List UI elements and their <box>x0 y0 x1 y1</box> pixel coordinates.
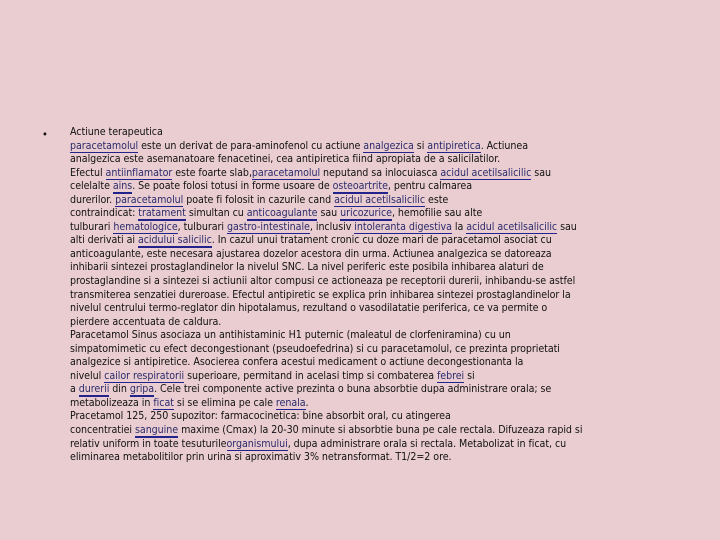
text-segment: Pracetamol 125, 250 supozitor: farmacocinetica: bine absorbit oral, cu atingerea <box>70 410 451 423</box>
text-segment: maxime (Cmax) la 20-30 minute si absorbtie buna pe cale rectala. Difuzeaza rapid si <box>178 424 583 437</box>
hyperlink[interactable]: paracetamolul <box>70 139 139 152</box>
text-line <box>70 410 710 424</box>
text-segment: simpatomimetic cu efect decongestionant (pseudoefedrina) si cu paracetamolul, ce prezinta proprietati <box>70 342 560 355</box>
hyperlink[interactable]: acidul acetilsalicilic <box>440 166 532 179</box>
text-segment: . Se poate folosi totusi in forme usoare de <box>132 180 333 193</box>
text-segment: simultan cu <box>185 207 247 220</box>
text-segment: este foarte slab, <box>172 166 252 179</box>
text-segment: sau <box>531 166 551 179</box>
text-segment: din <box>109 383 130 396</box>
text-segment: si <box>464 369 475 382</box>
text-segment: superioare, permitand in acelasi timp si combaterea <box>184 369 437 382</box>
text-segment: este <box>425 193 449 206</box>
hyperlink[interactable]: intoleranta digestiva <box>354 220 452 233</box>
text-line <box>70 289 710 303</box>
text-segment: pierdere accentuata de caldura. <box>70 315 222 328</box>
hyperlink[interactable]: ains <box>112 180 133 193</box>
hyperlink[interactable]: acidului salicilic <box>137 234 212 247</box>
text-segment: . <box>305 396 309 409</box>
text-segment: Actiune terapeutica <box>70 126 163 138</box>
text-segment: sau <box>557 220 577 233</box>
text-segment: inhibarii sintezei prostaglandinelor la nivelul SNC. La nivel periferic este posibila inhibarea alaturi de <box>70 261 544 274</box>
hyperlink[interactable]: gripa <box>129 383 155 396</box>
text-line <box>70 194 710 208</box>
text-line <box>70 343 710 357</box>
text-segment: durerilor. <box>70 193 116 206</box>
text-line <box>70 261 710 275</box>
text-segment: relativ uniform in toate tesuturile <box>70 437 227 450</box>
hyperlink[interactable]: renala <box>275 396 306 409</box>
text-line <box>70 451 710 465</box>
hyperlink[interactable]: uricozurice <box>340 207 392 220</box>
hyperlink[interactable]: paracetamolul <box>251 166 321 179</box>
text-segment: poate fi folosit in cazurile cand <box>183 193 335 206</box>
text-segment: celelalte <box>70 180 113 193</box>
text-line <box>70 153 710 167</box>
text-line <box>70 207 710 221</box>
hyperlink[interactable]: antiinflamator <box>105 166 173 179</box>
text-segment: analgezice si antipiretice. Asocierea confera acestui medicament o actiune decongestionanta la <box>70 356 524 369</box>
hyperlink[interactable]: acidul acetilsalicilic <box>334 193 426 206</box>
text-segment: prostaglandine si a sintezei si actiunii altor compusi ce actioneaza pe receptorii durerii, inhibandu-se astfel <box>70 275 576 288</box>
hyperlink[interactable]: durerii <box>78 383 110 396</box>
text-segment: si <box>413 139 428 152</box>
text-segment: analgezica este asemanatoare fenacetinei, cea antipiretica fiind apropiata de a salicilatilor. <box>70 153 501 166</box>
text-segment: alti derivati ai <box>70 234 138 247</box>
text-line <box>70 248 710 262</box>
text-segment: nivelul centrului termo-reglator din hipotalamus, rezultand o vasodilatatie periferica, ce va permite o <box>70 302 548 315</box>
text-segment: tulburari <box>70 220 114 233</box>
text-segment: si se elimina pe cale <box>173 396 276 409</box>
text-segment: nivelul <box>70 369 105 382</box>
text-segment: , hemofilie sau alte <box>391 207 483 220</box>
text-line <box>70 180 710 194</box>
hyperlink[interactable]: antipiretica <box>427 139 481 152</box>
text-segment: Paracetamol Sinus asociaza un antihistaminic H1 puternic (maleatul de clorfeniramina) cu un <box>70 329 511 342</box>
hyperlink[interactable]: febrei <box>436 369 465 382</box>
text-segment: sau <box>317 207 341 220</box>
hyperlink[interactable]: paracetamolul <box>115 193 184 206</box>
text-line <box>70 221 710 235</box>
hyperlink[interactable]: organismului <box>226 437 288 450</box>
slide-body-text <box>70 126 710 465</box>
text-segment: neputand sa inlocuiasca <box>320 166 441 179</box>
text-segment: , pentru calmarea <box>387 180 473 193</box>
text-segment: Efectul <box>70 166 106 179</box>
hyperlink[interactable]: tratament <box>138 207 186 220</box>
text-line <box>70 126 710 140</box>
text-line <box>70 383 710 397</box>
text-segment: eliminarea metabolitilor prin urina si aproximativ 3% netransformat. T1/2=2 ore. <box>70 451 452 464</box>
text-line <box>70 302 710 316</box>
hyperlink[interactable]: ficat <box>153 396 174 409</box>
text-line <box>70 356 710 370</box>
text-line <box>70 424 710 438</box>
text-segment: . Actiunea <box>480 139 528 152</box>
bullet-point: • <box>42 128 48 141</box>
text-segment: contraindicat: <box>70 207 139 220</box>
text-segment: este un derivat de para-aminofenol cu actiune <box>138 139 364 152</box>
text-segment: concentratiei <box>70 424 135 437</box>
text-segment: , inclusiv <box>309 220 355 233</box>
text-line <box>70 234 710 248</box>
text-segment: . In cazul unui tratament cronic cu doze mari de paracetamol asociat cu <box>211 234 552 247</box>
text-segment: la <box>451 220 467 233</box>
text-line <box>70 397 710 411</box>
text-line <box>70 316 710 330</box>
text-segment: a <box>70 383 79 396</box>
text-segment: anticoagulante, este necesara ajustarea dozelor acestora din urma. Actiunea analgezica se datoreaza <box>70 247 552 260</box>
text-segment: metabolizeaza in <box>70 396 154 409</box>
hyperlink[interactable]: gastro-intestinale <box>227 220 310 233</box>
hyperlink[interactable]: cailor respiratorii <box>104 369 185 382</box>
hyperlink[interactable]: sanguine <box>134 424 179 437</box>
text-line <box>70 438 710 452</box>
text-segment: , tulburari <box>177 220 227 233</box>
text-line <box>70 329 710 343</box>
text-line <box>70 167 710 181</box>
hyperlink[interactable]: analgezica <box>363 139 414 152</box>
text-line <box>70 140 710 154</box>
hyperlink[interactable]: anticoagulante <box>246 207 318 220</box>
hyperlink[interactable]: acidul acetilsalicilic <box>466 220 558 233</box>
text-segment: . Cele trei componente active prezinta o buna absorbtie dupa administrare orala; se <box>154 383 552 396</box>
hyperlink[interactable]: hematologice <box>113 220 178 233</box>
text-line <box>70 275 710 289</box>
text-segment: transmiterea senzatiei dureroase. Efectul antipiretic se explica prin inhibarea sintezei prostaglandinelor la <box>70 288 571 301</box>
hyperlink[interactable]: osteoartrite <box>332 180 388 193</box>
text-line <box>70 370 710 384</box>
text-segment: , dupa administrare orala si rectala. Metabolizat in ficat, cu <box>287 437 567 450</box>
